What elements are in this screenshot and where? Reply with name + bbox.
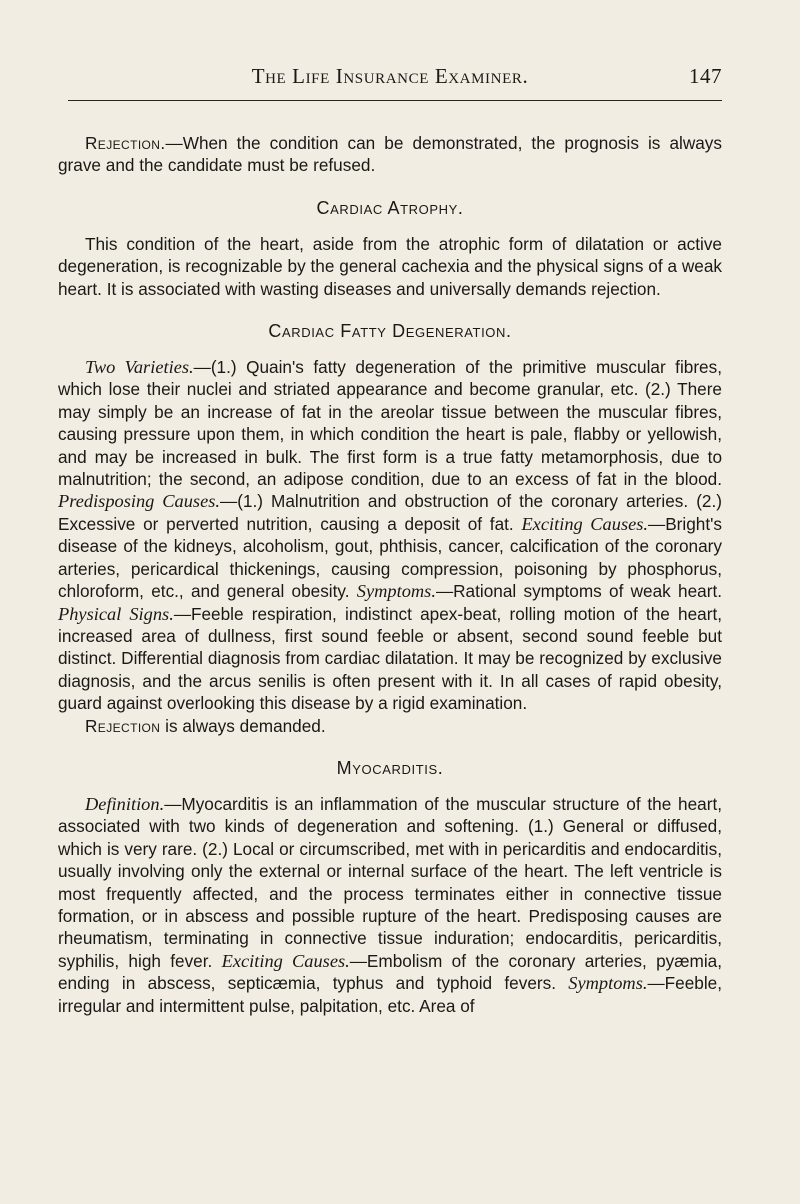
myocarditis-exciting-label: Exciting Causes. [221,950,350,971]
definition-text: —Myocarditis is an inflammation of the muscular structure of the heart, associated with two kinds of degeneration and softening. (1.) General or diffused, which is very rare. (2.) Local or circumscribed, met with in pericarditis and endocarditis, usually involving only the external or internal surface of the heart. The left ventricle is most frequently affected, and the process terminates either in connective tissue formation, or in abscess and possible rupture of the heart. Predisposing causes are rheumatism, terminating in connective tissue induration; endocarditis, pericarditis, syphilis, high fever. [58,793,722,971]
cardiac-atrophy-paragraph: This condition of the heart, aside from the atrophic form of dilatation or active degeneration, is recognizable by the general cachexia and the physical signs of a weak heart. It is associated with wasting diseases and universally demands rejection. [58,233,722,299]
symptoms-text: —Rational symptoms of weak heart. [435,581,722,602]
definition-label: Definition. [85,793,165,814]
fatty-rejection-paragraph [58,715,722,737]
rejection-text: —When the condition can be demonstrated, the prognosis is always grave and the candidate must be refused. [58,133,722,176]
page-number: 147 [689,64,722,88]
rejection-label: Rejection. [85,133,166,153]
exciting-causes-label: Exciting Causes. [521,513,649,534]
predisposing-causes-label: Predisposing Causes. [58,491,220,512]
myocarditis-paragraph [58,793,722,1017]
fatty-rejection-text: is always demanded. [160,715,326,736]
fatty-rejection-label: Rejection [85,715,161,736]
physical-signs-label: Physical Signs. [58,603,174,624]
cardiac-atrophy-heading: Cardiac Atrophy. [316,197,464,218]
two-varieties-text: —(1.) Quain's fatty degeneration of the primitive muscular fibres, which lose their nuclei and striated appearance and become granular, etc. (2.) There may simply be an increase of fat in the areolar tissue between the muscular fibres, causing pressure upon them, in which condition the heart is pale, flabby or yellowish, and may be increased in bulk. The first form is a true fatty metamorphosis, due to malnutrition; the second, an adipose condition, due to an excess of fat in the blood. [58,357,722,490]
myocarditis-exciting-text: —Embolism of the coronary arteries, pyæmia, ending in abscess, septicæmia, typhus and typhoid fevers. [58,950,722,994]
header-rule [68,100,722,101]
running-title: The Life Insurance Examiner. [251,64,529,88]
myocarditis-symptoms-text: —Feeble, irregular and intermittent pulse, palpitation, etc. Area of [58,973,722,1016]
page-header [58,62,722,102]
two-varieties-label: Two Varieties. [85,357,194,378]
book-page [58,62,722,1017]
myocarditis-heading: Myocarditis. [336,757,444,778]
symptoms-label: Symptoms. [356,581,436,602]
fatty-degeneration-heading: Cardiac Fatty Degeneration. [268,321,512,342]
exciting-causes-text: —Bright's disease of the kidneys, alcoholism, gout, phthisis, cancer, calcification of the coronary arteries, pericardical thickenings, causing compression, poisoning by phosphorus, chloroform, etc., and general obesity. [58,513,722,602]
rejection-paragraph [58,132,722,177]
physical-signs-text: —Feeble respiration, indistinct apex-beat, rolling motion of the heart, increased area of dullness, first sound feeble or absent, second sound feeble but distinct. Differential diagnosis from cardiac dilatation. It may be recognized by exclusive diagnosis, and the arcus senilis is often present with it. In all cases of rapid obesity, guard against overlooking this disease by a rigid examination. [58,603,722,714]
myocarditis-symptoms-label: Symptoms. [568,973,648,994]
fatty-degeneration-paragraph [58,356,722,715]
predisposing-causes-text: —(1.) Malnutrition and obstruction of the coronary arteries. (2.) Excessive or perverted nutrition, causing a deposit of fat. [58,491,722,534]
